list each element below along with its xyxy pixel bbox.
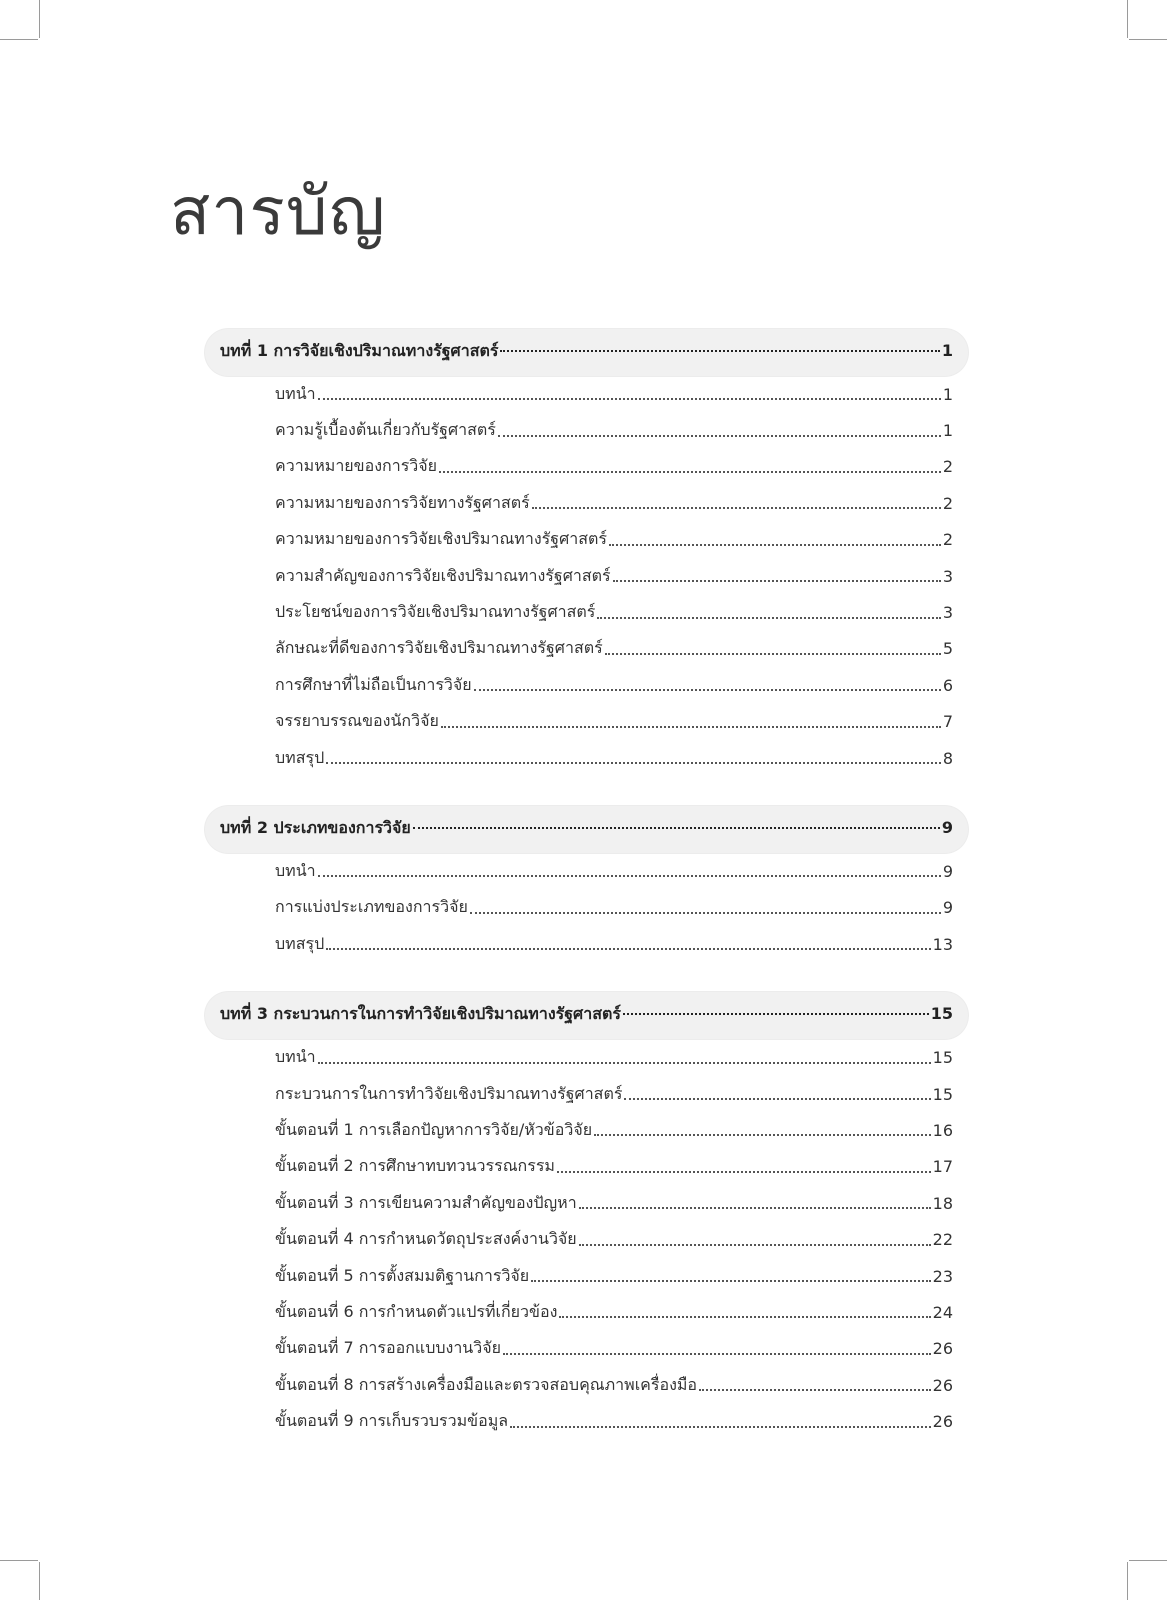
toc-chapter (205, 806, 968, 962)
entry-page-number: 7 (942, 712, 953, 732)
entry-label: บทนำ (275, 1047, 316, 1067)
entry-label: ขั้นตอนที่ 6 การกำหนดตัวแปรที่เกี่ยวข้อง (275, 1301, 558, 1321)
toc-row (275, 1185, 953, 1221)
entry-page-number: 15 (932, 1084, 953, 1104)
toc-row (275, 412, 953, 448)
crop-mark (1129, 1560, 1167, 1561)
toc-row (275, 1221, 953, 1257)
entry-label: บทนำ (275, 383, 316, 403)
entry-label: ลักษณะที่ดีของการวิจัยเชิงปริมาณทางรัฐศาสตร์ (275, 638, 603, 658)
toc-row (275, 1258, 953, 1294)
toc-row (275, 890, 953, 926)
entry-page-number: 8 (942, 748, 953, 768)
dot-leader (559, 1316, 930, 1318)
entry-page-number: 16 (932, 1120, 953, 1140)
entry-page-number: 6 (942, 675, 953, 695)
entry-page-number: 3 (942, 603, 953, 623)
entry-page-number: 5 (942, 639, 953, 659)
table-of-contents (205, 329, 968, 1470)
entry-page-number: 22 (932, 1230, 953, 1250)
toc-entry[interactable] (205, 1331, 968, 1367)
entry-page-number: 9 (942, 898, 953, 918)
toc-row (275, 1076, 953, 1112)
dot-leader (613, 580, 941, 582)
dot-leader (579, 1244, 931, 1246)
dot-leader (597, 617, 940, 619)
toc-row (275, 558, 953, 594)
toc-entry[interactable] (205, 1112, 968, 1148)
entry-page-number: 3 (942, 566, 953, 586)
entry-label: จรรยาบรรณของนักวิจัย (275, 711, 439, 731)
dot-leader (624, 1098, 930, 1100)
dot-leader (532, 507, 941, 509)
entry-page-number: 24 (932, 1302, 953, 1322)
dot-leader (413, 827, 940, 829)
crop-mark (0, 39, 38, 40)
entry-label: ความสำคัญของการวิจัยเชิงปริมาณทางรัฐศาสตร์ (275, 565, 611, 585)
dot-leader (318, 1062, 931, 1064)
entry-page-number: 26 (932, 1412, 953, 1432)
toc-row (275, 449, 953, 485)
entry-page-number: 26 (932, 1375, 953, 1395)
entry-label: ขั้นตอนที่ 8 การสร้างเครื่องมือและตรวจสอบคุณภาพเครื่องมือ (275, 1374, 698, 1394)
entry-label: ขั้นตอนที่ 1 การเลือกปัญหาการวิจัย/หัวข้อวิจัย (275, 1119, 593, 1139)
entry-label: บทสรุป (275, 933, 325, 953)
toc-row (275, 1112, 953, 1148)
crop-mark (1129, 39, 1167, 40)
dot-leader (326, 762, 941, 764)
dot-leader (318, 875, 941, 877)
toc-row (275, 1331, 953, 1367)
toc-entry[interactable] (205, 558, 968, 594)
entry-label: ขั้นตอนที่ 5 การตั้งสมมติฐานการวิจัย (275, 1265, 530, 1285)
toc-entry[interactable] (205, 890, 968, 926)
dot-leader (470, 912, 941, 914)
dot-leader (326, 948, 930, 950)
toc-entry[interactable] (205, 1403, 968, 1439)
dot-leader (605, 653, 941, 655)
toc-entry[interactable] (205, 1149, 968, 1185)
toc-entry[interactable] (205, 704, 968, 740)
toc-row (275, 376, 953, 412)
toc-entry[interactable] (205, 631, 968, 667)
toc-entry[interactable] (205, 1258, 968, 1294)
crop-mark (39, 0, 40, 38)
toc-entry[interactable] (205, 1221, 968, 1257)
toc-entry[interactable] (205, 594, 968, 630)
entry-label: ขั้นตอนที่ 9 การเก็บรวบรวมข้อมูล (275, 1411, 509, 1431)
toc-row (275, 667, 953, 703)
crop-mark (0, 1560, 38, 1561)
crop-mark (1127, 1562, 1128, 1600)
entry-label: การแบ่งประเภทของการวิจัย (275, 897, 468, 917)
toc-entry[interactable] (205, 412, 968, 448)
toc-row (275, 485, 953, 521)
toc-row (275, 522, 953, 558)
toc-entry[interactable] (205, 740, 968, 776)
toc-entry[interactable] (205, 1185, 968, 1221)
entry-label: ความหมายของการวิจัย (275, 456, 438, 476)
entry-page-number: 2 (942, 530, 953, 550)
dot-leader (579, 1207, 931, 1209)
dot-leader (439, 471, 941, 473)
chapter-heading-row[interactable] (205, 992, 968, 1039)
toc-entry[interactable] (205, 485, 968, 521)
entry-page-number: 26 (932, 1339, 953, 1359)
toc-entry[interactable] (205, 1367, 968, 1403)
entry-label: บทนำ (275, 860, 316, 880)
toc-row (275, 1039, 953, 1075)
toc-entry[interactable] (205, 926, 968, 962)
toc-chapter (205, 992, 968, 1439)
dot-leader (510, 1426, 931, 1428)
entry-label: ความหมายของการวิจัยเชิงปริมาณทางรัฐศาสตร์ (275, 529, 607, 549)
dot-leader (531, 1280, 930, 1282)
entry-page-number: 18 (932, 1193, 953, 1213)
dot-leader (699, 1389, 931, 1391)
toc-row (275, 704, 953, 740)
toc-row (275, 1294, 953, 1330)
toc-row (275, 1149, 953, 1185)
chapter-heading: บทที่ 1 การวิจัยเชิงปริมาณทางรัฐศาสตร์ (220, 341, 499, 360)
page-title: สารบัญ (170, 173, 386, 250)
entry-label: ขั้นตอนที่ 3 การเขียนความสำคัญของปัญหา (275, 1192, 577, 1212)
dot-leader (609, 544, 941, 546)
chapter-heading: บทที่ 2 ประเภทของการวิจัย (220, 818, 411, 838)
chapter-page-number: 15 (930, 1004, 953, 1024)
toc-row (220, 816, 953, 841)
toc-entry[interactable] (205, 1294, 968, 1330)
dot-leader (623, 1013, 929, 1015)
toc-row (275, 631, 953, 667)
toc-entry[interactable] (205, 376, 968, 412)
entry-page-number: 23 (932, 1266, 953, 1286)
toc-row (275, 853, 953, 889)
chapter-heading-row[interactable] (205, 806, 968, 853)
crop-mark (39, 1562, 40, 1600)
dot-leader (594, 1134, 931, 1136)
entry-page-number: 1 (942, 384, 953, 404)
toc-row (220, 339, 953, 364)
dot-leader (441, 726, 941, 728)
toc-entry[interactable] (205, 1076, 968, 1112)
toc-entry[interactable] (205, 449, 968, 485)
chapter-page-number: 9 (941, 818, 953, 838)
entry-label: ขั้นตอนที่ 4 การกำหนดวัตถุประสงค์งานวิจัย (275, 1229, 577, 1249)
toc-row (275, 1403, 953, 1439)
dot-leader (474, 689, 941, 691)
toc-chapter (205, 329, 968, 776)
entry-page-number: 13 (932, 934, 953, 954)
dot-leader (498, 435, 941, 437)
dot-leader (500, 350, 939, 352)
entry-label: ขั้นตอนที่ 2 การศึกษาทบทวนวรรณกรรม (275, 1156, 555, 1176)
chapter-heading-row[interactable] (205, 329, 968, 376)
toc-entry[interactable] (205, 667, 968, 703)
dot-leader (557, 1171, 931, 1173)
toc-row (275, 1367, 953, 1403)
toc-row (275, 740, 953, 776)
entry-label: กระบวนการในการทำวิจัยเชิงปริมาณทางรัฐศาสตร์ (275, 1083, 623, 1103)
crop-mark (1127, 0, 1128, 38)
entry-page-number: 2 (942, 493, 953, 513)
entry-label: ประโยชน์ของการวิจัยเชิงปริมาณทางรัฐศาสตร์ (275, 602, 596, 622)
entry-page-number: 2 (942, 457, 953, 477)
toc-entry[interactable] (205, 522, 968, 558)
toc-row (275, 926, 953, 962)
entry-label: ความหมายของการวิจัยทางรัฐศาสตร์ (275, 492, 530, 512)
entry-page-number: 1 (942, 421, 953, 441)
entry-page-number: 15 (932, 1048, 953, 1068)
entry-page-number: 17 (932, 1157, 953, 1177)
chapter-page-number: 1 (941, 341, 953, 360)
dot-leader (503, 1353, 931, 1355)
toc-row (275, 594, 953, 630)
entry-label: ความรู้เบื้องต้นเกี่ยวกับรัฐศาสตร์ (275, 420, 496, 440)
entry-page-number: 9 (942, 861, 953, 881)
entry-label: การศึกษาที่ไม่ถือเป็นการวิจัย (275, 674, 472, 694)
toc-entry[interactable] (205, 1039, 968, 1075)
dot-leader (318, 398, 941, 400)
entry-label: ขั้นตอนที่ 7 การออกแบบงานวิจัย (275, 1338, 501, 1358)
toc-row (220, 1002, 953, 1027)
entry-label: บทสรุป (275, 747, 325, 767)
toc-entry[interactable] (205, 853, 968, 889)
chapter-heading: บทที่ 3 กระบวนการในการทำวิจัยเชิงปริมาณทางรัฐศาสตร์ (220, 1004, 621, 1024)
